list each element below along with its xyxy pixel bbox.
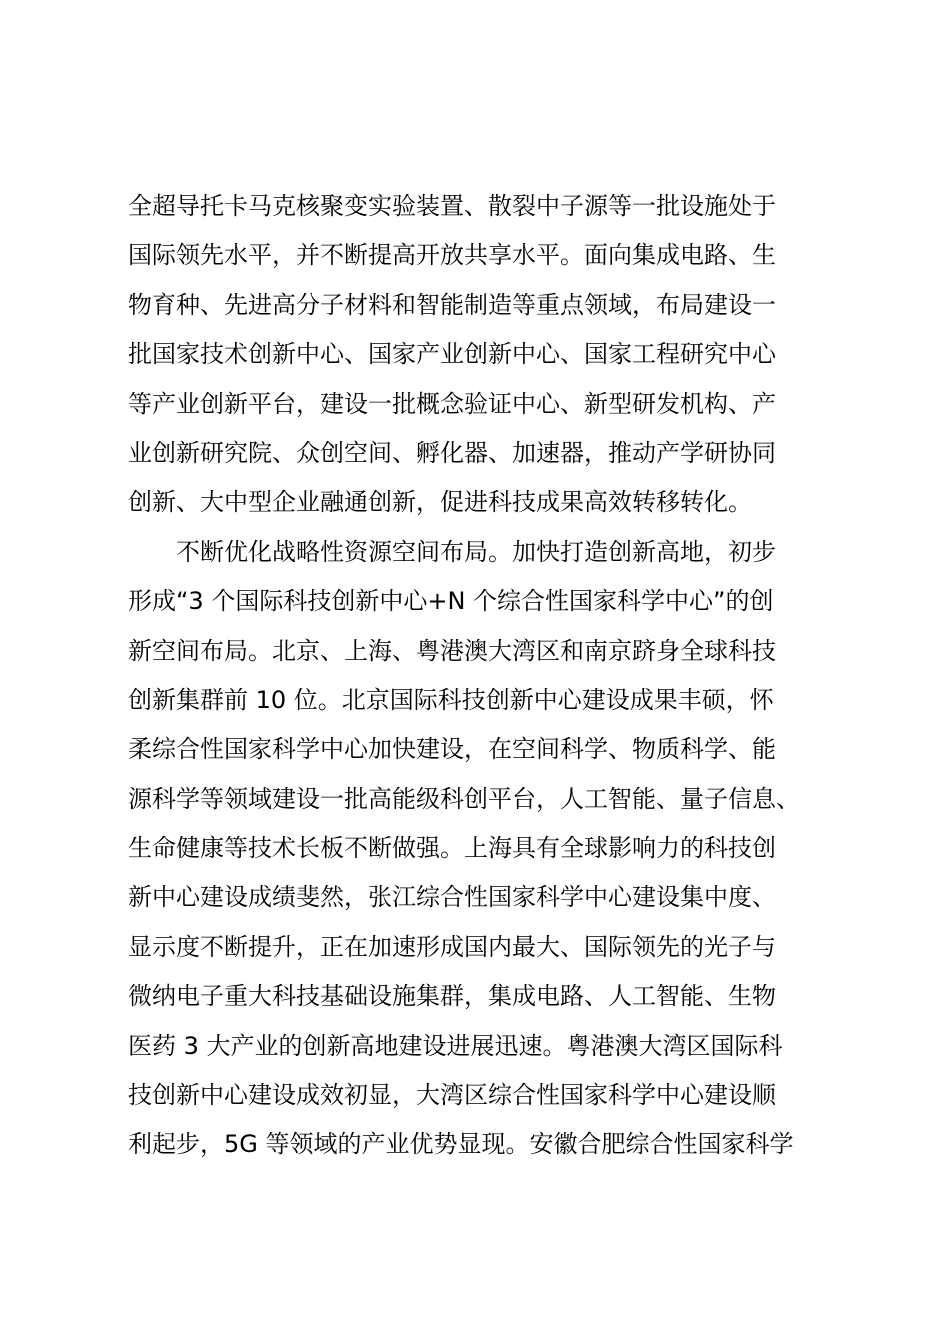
text-line <box>128 1170 838 1219</box>
text-line: 生命健康等技术长板不断做强。上海具有全球影响力的科技创 <box>128 834 776 863</box>
text-line: 创新集群前 10 位。北京国际科技创新中心建设成果丰硕，怀 <box>128 685 774 714</box>
text-line: 批国家技术创新中心、国家产业创新中心、国家工程研究中心 <box>128 340 776 369</box>
text-line: 业创新研究院、众创空间、孵化器、加速器，推动产学研协同 <box>128 438 776 467</box>
text-line: 新中心建设成绩斐然，张江综合性国家科学中心建设集中度、 <box>128 883 776 912</box>
text-line: 技创新中心建设成效初显，大湾区综合性国家科学中心建设顺 <box>128 1081 776 1110</box>
text-line: 新空间布局。北京、上海、粤港澳大湾区和南京跻身全球科技 <box>128 636 776 665</box>
body-text <box>128 182 838 1219</box>
text-line: 不断优化战略性资源空间布局。加快打造创新高地，初步 <box>176 537 776 566</box>
text-line: 物育种、先进高分子材料和智能制造等重点领域，布局建设一 <box>128 290 776 319</box>
text-line: 国际领先水平，并不断提高开放共享水平。面向集成电路、生 <box>128 241 776 270</box>
text-line: 创新、大中型企业融通创新，促进科技成果高效转移转化。 <box>128 488 752 517</box>
text-line: 利起步，5G 等领域的产业优势显现。安徽合肥综合性国家科学 <box>128 1130 794 1159</box>
text-line: 源科学等领域建设一批高能级科创平台，人工智能、量子信息、 <box>128 784 800 813</box>
text-line: 医药 3 大产业的创新高地建设进展迅速。粤港澳大湾区国际科 <box>128 1031 783 1060</box>
text-line: 全超导托卡马克核聚变实验装置、散裂中子源等一批设施处于 <box>128 192 776 220</box>
paragraph-1 <box>128 182 838 528</box>
text-line: 微纳电子重大科技基础设施集群，集成电路、人工智能、生物 <box>128 982 776 1011</box>
text-line: 形成“3 个国际科技创新中心+N 个综合性国家科学中心”的创 <box>128 587 774 616</box>
paragraph-2 <box>128 528 838 1219</box>
text-line: 柔综合性国家科学中心加快建设，在空间科学、物质科学、能 <box>128 735 776 764</box>
text-line: 显示度不断提升，正在加速形成国内最大、国际领先的光子与 <box>128 932 776 961</box>
text-line: 等产业创新平台，建设一批概念验证中心、新型研发机构、产 <box>128 389 776 418</box>
